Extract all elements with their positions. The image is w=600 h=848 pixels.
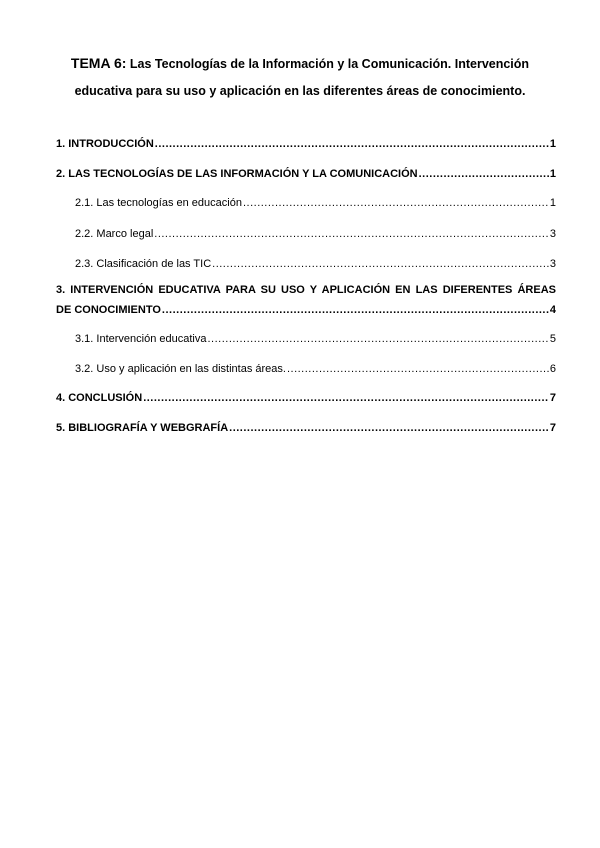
toc-entry-tecnologias-educacion[interactable] <box>75 196 556 210</box>
toc-entry-clasificacion-tic[interactable] <box>75 257 556 271</box>
toc-entry-label: 2. LAS TECNOLOGÍAS DE LAS INFORMACIÓN Y LA COMUNICACIÓN <box>56 168 418 180</box>
toc-entry-uso-aplicacion[interactable] <box>75 362 556 376</box>
toc-entry-label: 5. BIBLIOGRAFÍA Y WEBGRAFÍA <box>56 422 229 434</box>
toc-entry-conclusion[interactable] <box>56 391 556 405</box>
toc-entry-label: 3.1. Intervención educativa <box>75 333 207 345</box>
toc-entry-label-line-2: DE CONOCIMIENTO <box>56 304 161 316</box>
toc-entry-page: 7 <box>549 422 556 434</box>
toc-entry-page: 6 <box>549 363 556 375</box>
title-line-1 <box>60 50 540 78</box>
toc-entry-label-line-1: 3. INTERVENCIÓN EDUCATIVA PARA SU USO Y APLICACIÓN EN LAS DIFERENTES ÁREAS <box>56 284 556 296</box>
toc-leader-dots <box>212 257 549 271</box>
toc-leader-dots <box>287 362 549 376</box>
toc-entry-label: 1. INTRODUCCIÓN <box>56 138 154 150</box>
toc-entry-label: 4. CONCLUSIÓN <box>56 392 143 404</box>
toc-leader-dots <box>207 332 548 346</box>
toc-entry-page: 5 <box>549 333 556 345</box>
document-title <box>60 50 540 105</box>
toc-entry-introduccion[interactable] <box>56 137 556 151</box>
title-lead: TEMA 6: <box>70 55 127 71</box>
toc-entry-label: 3.2. Uso y aplicación en las distintas áreas. <box>75 363 286 375</box>
toc-entry-page: 4 <box>549 304 556 316</box>
toc-entry-label: 2.3. Clasificación de las TIC <box>75 258 212 270</box>
toc-leader-dots <box>154 227 549 241</box>
toc-leader-dots <box>229 421 549 435</box>
toc-entry-tic[interactable] <box>56 167 556 181</box>
toc-leader-dots <box>162 303 549 317</box>
toc-entry-label: 2.2. Marco legal <box>75 228 154 240</box>
toc-entry-page: 7 <box>549 392 556 404</box>
toc-leader-dots <box>419 167 549 181</box>
toc-entry-marco-legal[interactable] <box>75 227 556 241</box>
toc-leader-dots <box>243 196 549 210</box>
toc-leader-dots <box>143 391 549 405</box>
toc-leader-dots <box>155 137 549 151</box>
toc-entry-page: 3 <box>549 258 556 270</box>
toc-entry-page: 1 <box>549 197 556 209</box>
toc-entry-intervencion-educativa[interactable] <box>56 283 556 317</box>
toc-entry-page: 3 <box>549 228 556 240</box>
toc-entry-page: 1 <box>549 138 556 150</box>
title-rest: Las Tecnologías de la Información y la Comunicación. Intervención <box>129 57 530 71</box>
title-line-2: educativa para su uso y aplicación en las diferentes áreas de conocimiento. <box>74 84 526 98</box>
toc-entry-bibliografia[interactable] <box>56 421 556 435</box>
toc-entry-intervencion[interactable] <box>75 332 556 346</box>
toc-entry-page: 1 <box>549 168 556 180</box>
toc-entry-label: 2.1. Las tecnologías en educación <box>75 197 242 209</box>
